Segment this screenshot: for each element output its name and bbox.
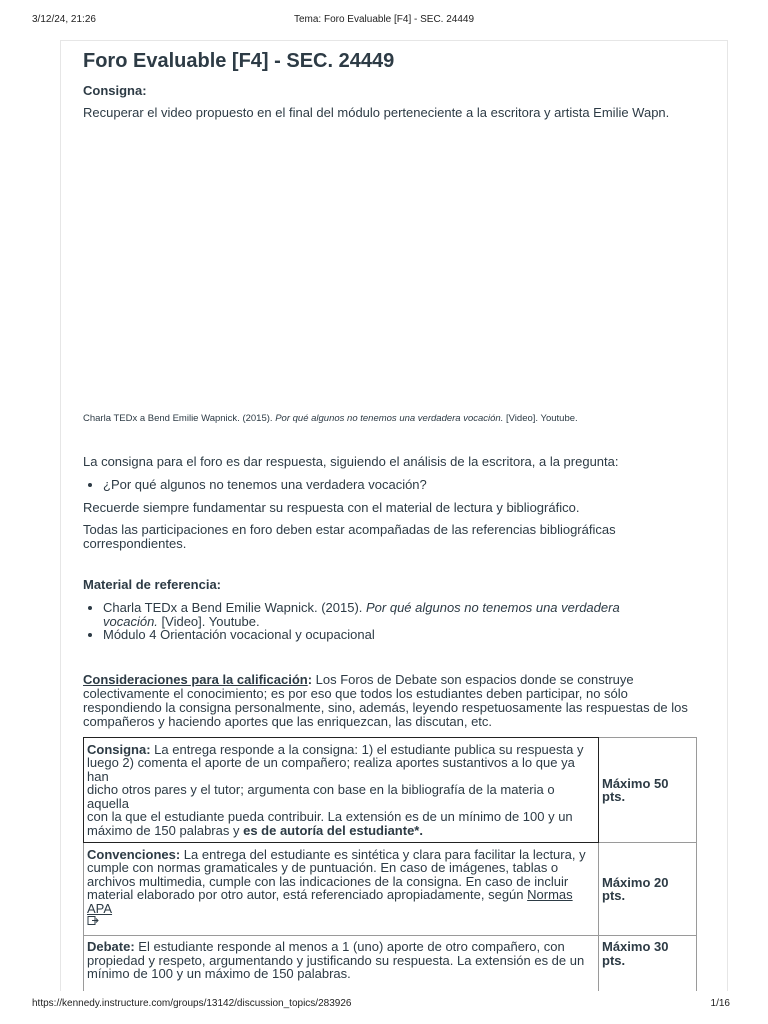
participations-line: correspondientes.	[83, 536, 187, 551]
criteria-description: Convenciones: La entrega del estudiante es sintética y clara para facilitar la lectura, y cumple con normas gramaticales y de puntuación. En caso de imágenes, tablas o archivos multimedia, cumple con las indicaciones de la consigna. En caso de incluir material elaborado por otro autor, está referenciado apropiadamente, según Normas APA	[84, 843, 599, 936]
video-caption-prefix: Charla TEDx a Bend Emilie Wapnick. (2015).	[83, 413, 276, 424]
question-list	[83, 478, 427, 492]
print-page-title: Tema: Foro Evaluable [F4] - SEC. 24449	[293, 14, 475, 25]
reference-list	[83, 601, 703, 642]
participations-line: Todas las participaciones en foro deben estar acompañadas de las referencias bibliográficas	[83, 522, 616, 537]
criteria-row-debate	[84, 936, 697, 992]
video-caption	[83, 413, 578, 424]
print-datetime: 3/12/24, 21:26	[32, 14, 96, 25]
topic-title: Foro Evaluable [F4] - SEC. 24449	[83, 50, 395, 72]
grading-considerations: Consideraciones para la calificación: Los Foros de Debate son espacios donde se construye colectivamente el conocimiento; es por eso que todos los estudiantes deben participar, no sólo respondiendo la consigna personalmente, sino, además, leyendo respetuosamente las respuestas de los compañeros y haciendo aportes que las enriquezcan, las discutan, etc.	[83, 672, 688, 729]
reference-heading: Material de referencia:	[83, 577, 222, 592]
video-caption-title: Por qué algunos no tenemos una verdadera vocación.	[275, 413, 504, 424]
criteria-description: Debate: El estudiante responde al menos a 1 (uno) aporte de otro compañero, con propiedad y respeto, argumentando y justificando su respuesta. La extensión es de un mínimo de 100 y un máximo de 150 palabras.	[84, 936, 599, 992]
reminder-text: Recuerde siempre fundamentar su respuesta con el material de lectura y bibliográfico.	[83, 500, 580, 515]
print-footer	[32, 998, 736, 1012]
embedded-video-area[interactable]	[83, 131, 683, 401]
print-header	[32, 14, 736, 28]
consigna-heading: Consigna:	[83, 83, 147, 98]
grading-criteria-table	[83, 737, 697, 991]
criteria-points: Máximo 30 pts.	[599, 936, 697, 992]
external-link-icon[interactable]	[87, 915, 99, 931]
criteria-points: Máximo 50 pts.	[599, 738, 697, 843]
page-number: 1/16	[710, 998, 730, 1009]
apa-norms-link[interactable]: Normas APA	[87, 887, 573, 916]
reference-item-module: • Módulo 4 Orientación vocacional y ocupacional	[103, 628, 703, 642]
criteria-row-convenciones	[84, 843, 697, 936]
video-caption-suffix: [Video]. Youtube.	[503, 413, 578, 424]
reference-item-video: • Charla TEDx a Bend Emilie Wapnick. (2015). Por qué algunos no tenemos una verdadera vocación. [Video]. Youtube.	[103, 601, 703, 628]
print-url: https://kennedy.instructure.com/groups/13142/discussion_topics/283926	[32, 998, 352, 1009]
criteria-points: Máximo 20 pts.	[599, 843, 697, 936]
participations-text	[83, 523, 616, 551]
criteria-row-consigna	[84, 738, 697, 843]
instruction-text: La consigna para el foro es dar respuesta, siguiendo el análisis de la escritora, a la pregunta:	[83, 454, 619, 469]
consigna-text: Recuperar el video propuesto en el final del módulo perteneciente a la escritora y artista Emilie Wapn.	[83, 105, 670, 120]
grading-label: Consideraciones para la calificación	[83, 672, 308, 687]
discussion-topic-frame	[60, 40, 728, 991]
criteria-description: Consigna: La entrega responde a la consigna: 1) el estudiante publica su respuesta y luego 2) comenta el aporte de un compañero; realiza aportes sustantivos a lo que ya han dicho otros pares y el tutor; argumenta con base en la bibliografía de la materia o aquella con la que el estudiante pueda contribuir. La extensión es de un mínimo de 100 y un máximo de 150 palabras y es de autoría del estudiante*.	[84, 738, 599, 843]
question-item: • ¿Por qué algunos no tenemos una verdadera vocación?	[103, 478, 427, 492]
